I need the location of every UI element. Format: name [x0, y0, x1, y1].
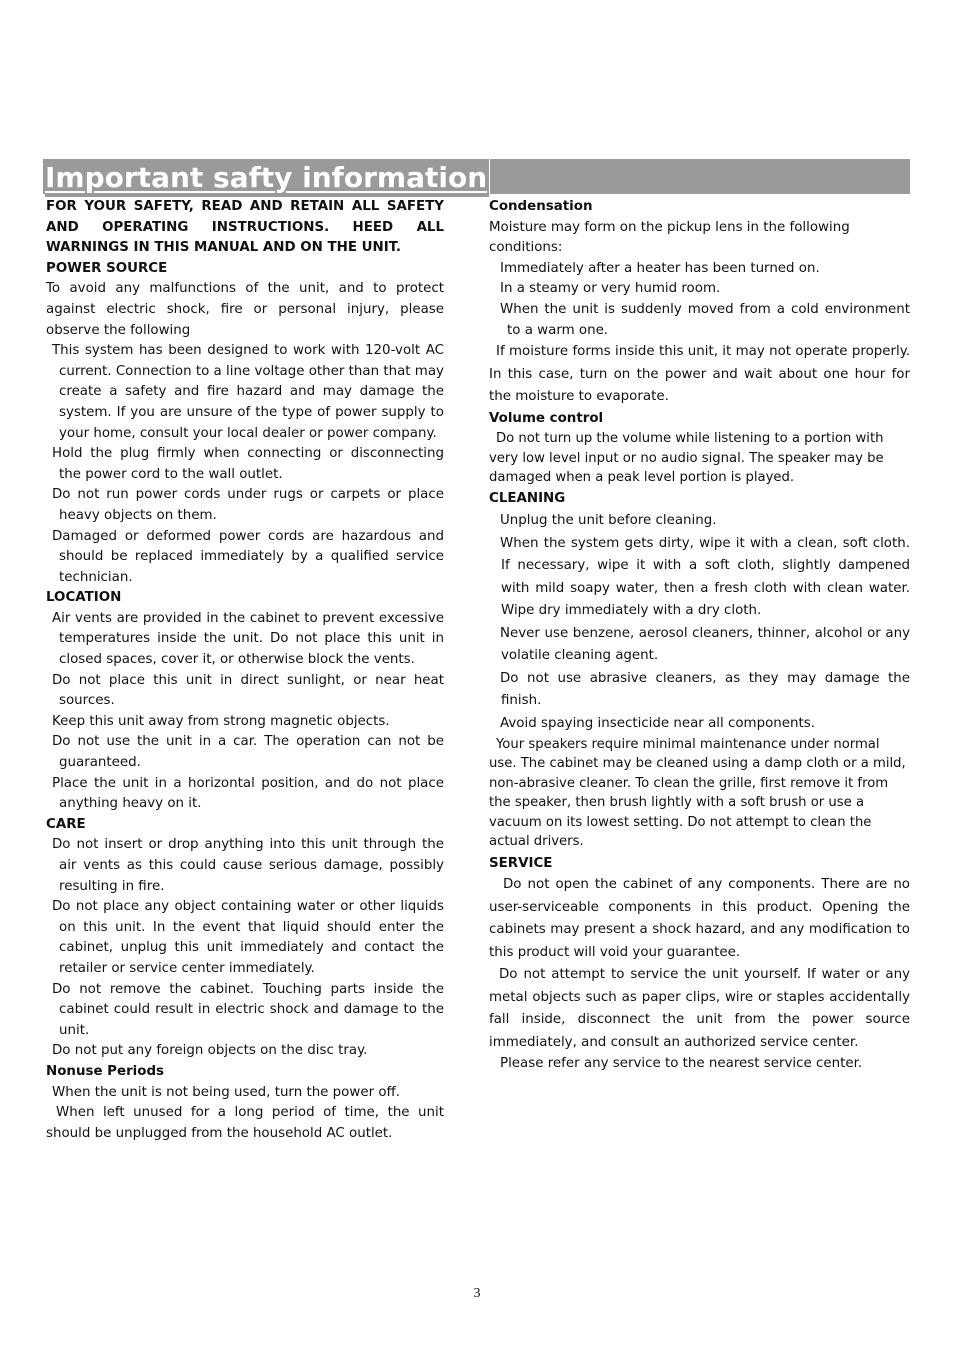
- title-bar: [43, 159, 910, 194]
- care-heading: CARE: [46, 816, 86, 832]
- volume-heading: Volume control: [489, 410, 604, 426]
- condensation-heading: Condensation: [489, 199, 593, 214]
- condensation-intro: Moisture may form on the pickup lens in the following conditions:: [489, 219, 850, 256]
- cleaning-outro: Your speakers require minimal maintenance under normal use. The cabinet may be cleaned using a damp cloth or a mild, non-abrasive cleaner. To clean the grille, first remove it from the speaker, then brush lightly with a soft brush or use a vacuum on its lowest setting. Do not attempt to clean the actual drivers.: [489, 737, 906, 850]
- list-item: Damaged or deformed power cords are hazardous and should be replaced immediately by a qualified service technician.: [52, 528, 444, 585]
- nonuse-heading: Nonuse Periods: [46, 1063, 165, 1079]
- list-item: When the unit is not being used, turn the power off.: [52, 1084, 400, 1100]
- list-item: When the unit is suddenly moved from a cold environment to a warm one.: [500, 301, 910, 338]
- list-item: Do not place this unit in direct sunlight, or near heat sources.: [52, 672, 444, 709]
- location-heading: LOCATION: [46, 590, 122, 606]
- list-item: Air vents are provided in the cabinet to prevent excessive temperatures inside the unit. Do not place this unit in closed spaces, cover it, or otherwise block the vents.: [52, 610, 444, 668]
- page-number: 3: [473, 1286, 481, 1301]
- condensation-outro: If moisture forms inside this unit, it may not operate properly. In this case, turn on the power and wait about one hour for the moisture to evaporate.: [489, 344, 910, 405]
- service-paragraph: Please refer any service to the nearest service center.: [500, 1056, 863, 1072]
- list-item: Do not use abrasive cleaners, as they may damage the finish.: [500, 670, 910, 709]
- list-item: Do not run power cords under rugs or carpets or place heavy objects on them.: [52, 487, 444, 523]
- left-column: [46, 197, 444, 1144]
- list-item: When left unused for a long period of time, the unit should be unplugged from the household AC outlet.: [46, 1105, 444, 1141]
- list-item: Do not remove the cabinet. Touching parts inside the cabinet could result in electric shock and damage to the unit.: [52, 981, 444, 1038]
- list-item: Unplug the unit before cleaning.: [500, 513, 717, 529]
- service-paragraph: Do not open the cabinet of any components. There are no user-serviceable components in this product. Opening the cabinets may present a shock hazard, and any modification to this product will void your guarantee.: [489, 877, 910, 960]
- list-item: Do not put any foreign objects on the disc tray.: [52, 1043, 368, 1059]
- page-title: Important safty information: [45, 159, 490, 197]
- list-item: Do not insert or drop anything into this unit through the air vents as this could cause serious damage, possibly resulting in fire.: [52, 837, 444, 894]
- service-paragraph: Do not attempt to service the unit yourself. If water or any metal objects such as paper clips, wire or staples accidentally fall inside, disconnect the unit from the power source immediately, and consult an authorized service center.: [489, 967, 910, 1050]
- list-item: Never use benzene, aerosol cleaners, thinner, alcohol or any volatile cleaning agent.: [500, 625, 910, 664]
- list-item: Keep this unit away from strong magnetic objects.: [52, 713, 390, 729]
- power-source-intro: To avoid any malfunctions of the unit, and to protect against electric shock, fire or personal injury, please observe the following: [46, 281, 444, 338]
- right-column: [489, 197, 910, 1075]
- list-item: Avoid spaying insecticide near all components.: [500, 715, 815, 731]
- list-item: This system has been designed to work with 120-volt AC current. Connection to a line voltage other than that may create a safety and fire hazard and may damage the system. If you are unsure of the type of power supply to your home, consult your local dealer or power company.: [52, 343, 444, 441]
- list-item: When the system gets dirty, wipe it with a clean, soft cloth. If necessary, wipe it with a soft cloth, slightly dampened with mild soapy water, then a fresh cloth with clean water. Wipe dry immediately with a dry cloth.: [500, 535, 910, 619]
- service-heading: SERVICE: [489, 855, 553, 871]
- cleaning-heading: CLEANING: [489, 491, 566, 507]
- list-item: Place the unit in a horizontal position, and do not place anything heavy on it.: [52, 775, 444, 812]
- list-item: Immediately after a heater has been turned on.: [500, 260, 820, 276]
- volume-text: Do not turn up the volume while listening to a portion with very low level input or no audio signal. The speaker may be damaged when a peak level portion is played.: [489, 431, 884, 486]
- list-item: Do not use the unit in a car. The operation can not be guaranteed.: [52, 734, 444, 771]
- list-item: Hold the plug firmly when connecting or disconnecting the power cord to the wall outlet.: [52, 446, 444, 482]
- power-source-heading: POWER SOURCE: [46, 260, 168, 276]
- safety-lead: FOR YOUR SAFETY, READ AND RETAIN ALL SAFETY AND OPERATING INSTRUCTIONS. HEED ALL WARNINGS IN THIS MANUAL AND ON THE UNIT.: [46, 199, 444, 256]
- list-item: Do not place any object containing water or other liquids on this unit. In the event that liquid should enter the cabinet, unplug this unit immediately and contact the retailer or service center immediately.: [52, 899, 444, 976]
- list-item: In a steamy or very humid room.: [500, 281, 721, 297]
